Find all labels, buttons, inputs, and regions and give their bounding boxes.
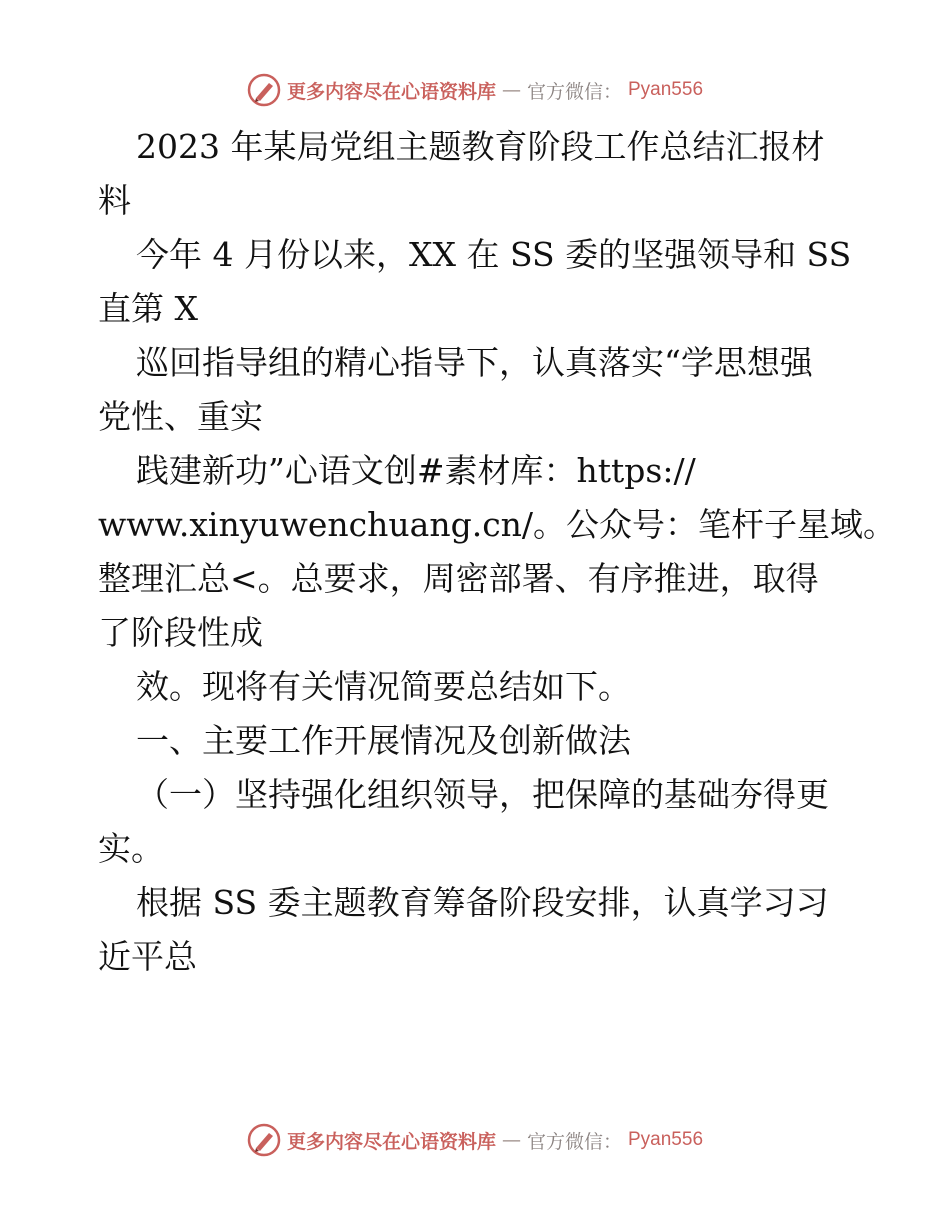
text-line: 效。现将有关情况简要总结如下。 — [136, 667, 631, 706]
document-body — [98, 120, 897, 984]
watermark-wechat-id: Pyan556 — [628, 79, 704, 100]
text-line: 根据 SS 委主题教育筹备阶段安排，认真学习习 — [136, 883, 829, 922]
pen-logo-icon — [247, 73, 281, 107]
text-line: 实。 — [98, 829, 164, 868]
header-watermark — [0, 70, 950, 110]
text-line: 2023 年某局党组主题教育阶段工作总结汇报材 — [136, 127, 825, 166]
text-line: www.xinyuwenchuang.cn/。公众号：笔杆子星域。 — [98, 505, 897, 544]
text-line: 整理汇总<。总要求，周密部署、有序推进，取得 — [98, 559, 819, 598]
watermark-wechat-id: Pyan556 — [628, 1129, 704, 1150]
text-line: 党性、重实 — [98, 397, 263, 436]
text-line: 料 — [98, 181, 131, 220]
text-line: 一、主要工作开展情况及创新做法 — [136, 721, 631, 760]
text-line: （一）坚持强化组织领导，把保障的基础夯得更 — [136, 775, 829, 814]
text-line: 直第 X — [98, 289, 198, 328]
watermark-wechat-label: 官方微信： — [526, 80, 622, 103]
footer-watermark — [0, 1120, 950, 1160]
text-line: 了阶段性成 — [98, 613, 263, 652]
watermark-main-text: 更多内容尽在心语资料库 — [286, 80, 496, 103]
text-line: 今年 4 月份以来，XX 在 SS 委的坚强领导和 SS — [136, 235, 852, 274]
watermark-separator: — — [501, 1129, 521, 1151]
pen-logo-icon — [247, 1123, 281, 1157]
watermark-main-text: 更多内容尽在心语资料库 — [286, 1130, 496, 1153]
text-line: 近平总 — [98, 937, 197, 976]
watermark-wechat-label: 官方微信： — [526, 1130, 622, 1153]
text-line: 践建新功”心语文创#素材库：https:// — [136, 451, 696, 490]
text-line: 巡回指导组的精心指导下，认真落实“学思想强 — [136, 343, 813, 382]
watermark-separator: — — [501, 79, 521, 101]
